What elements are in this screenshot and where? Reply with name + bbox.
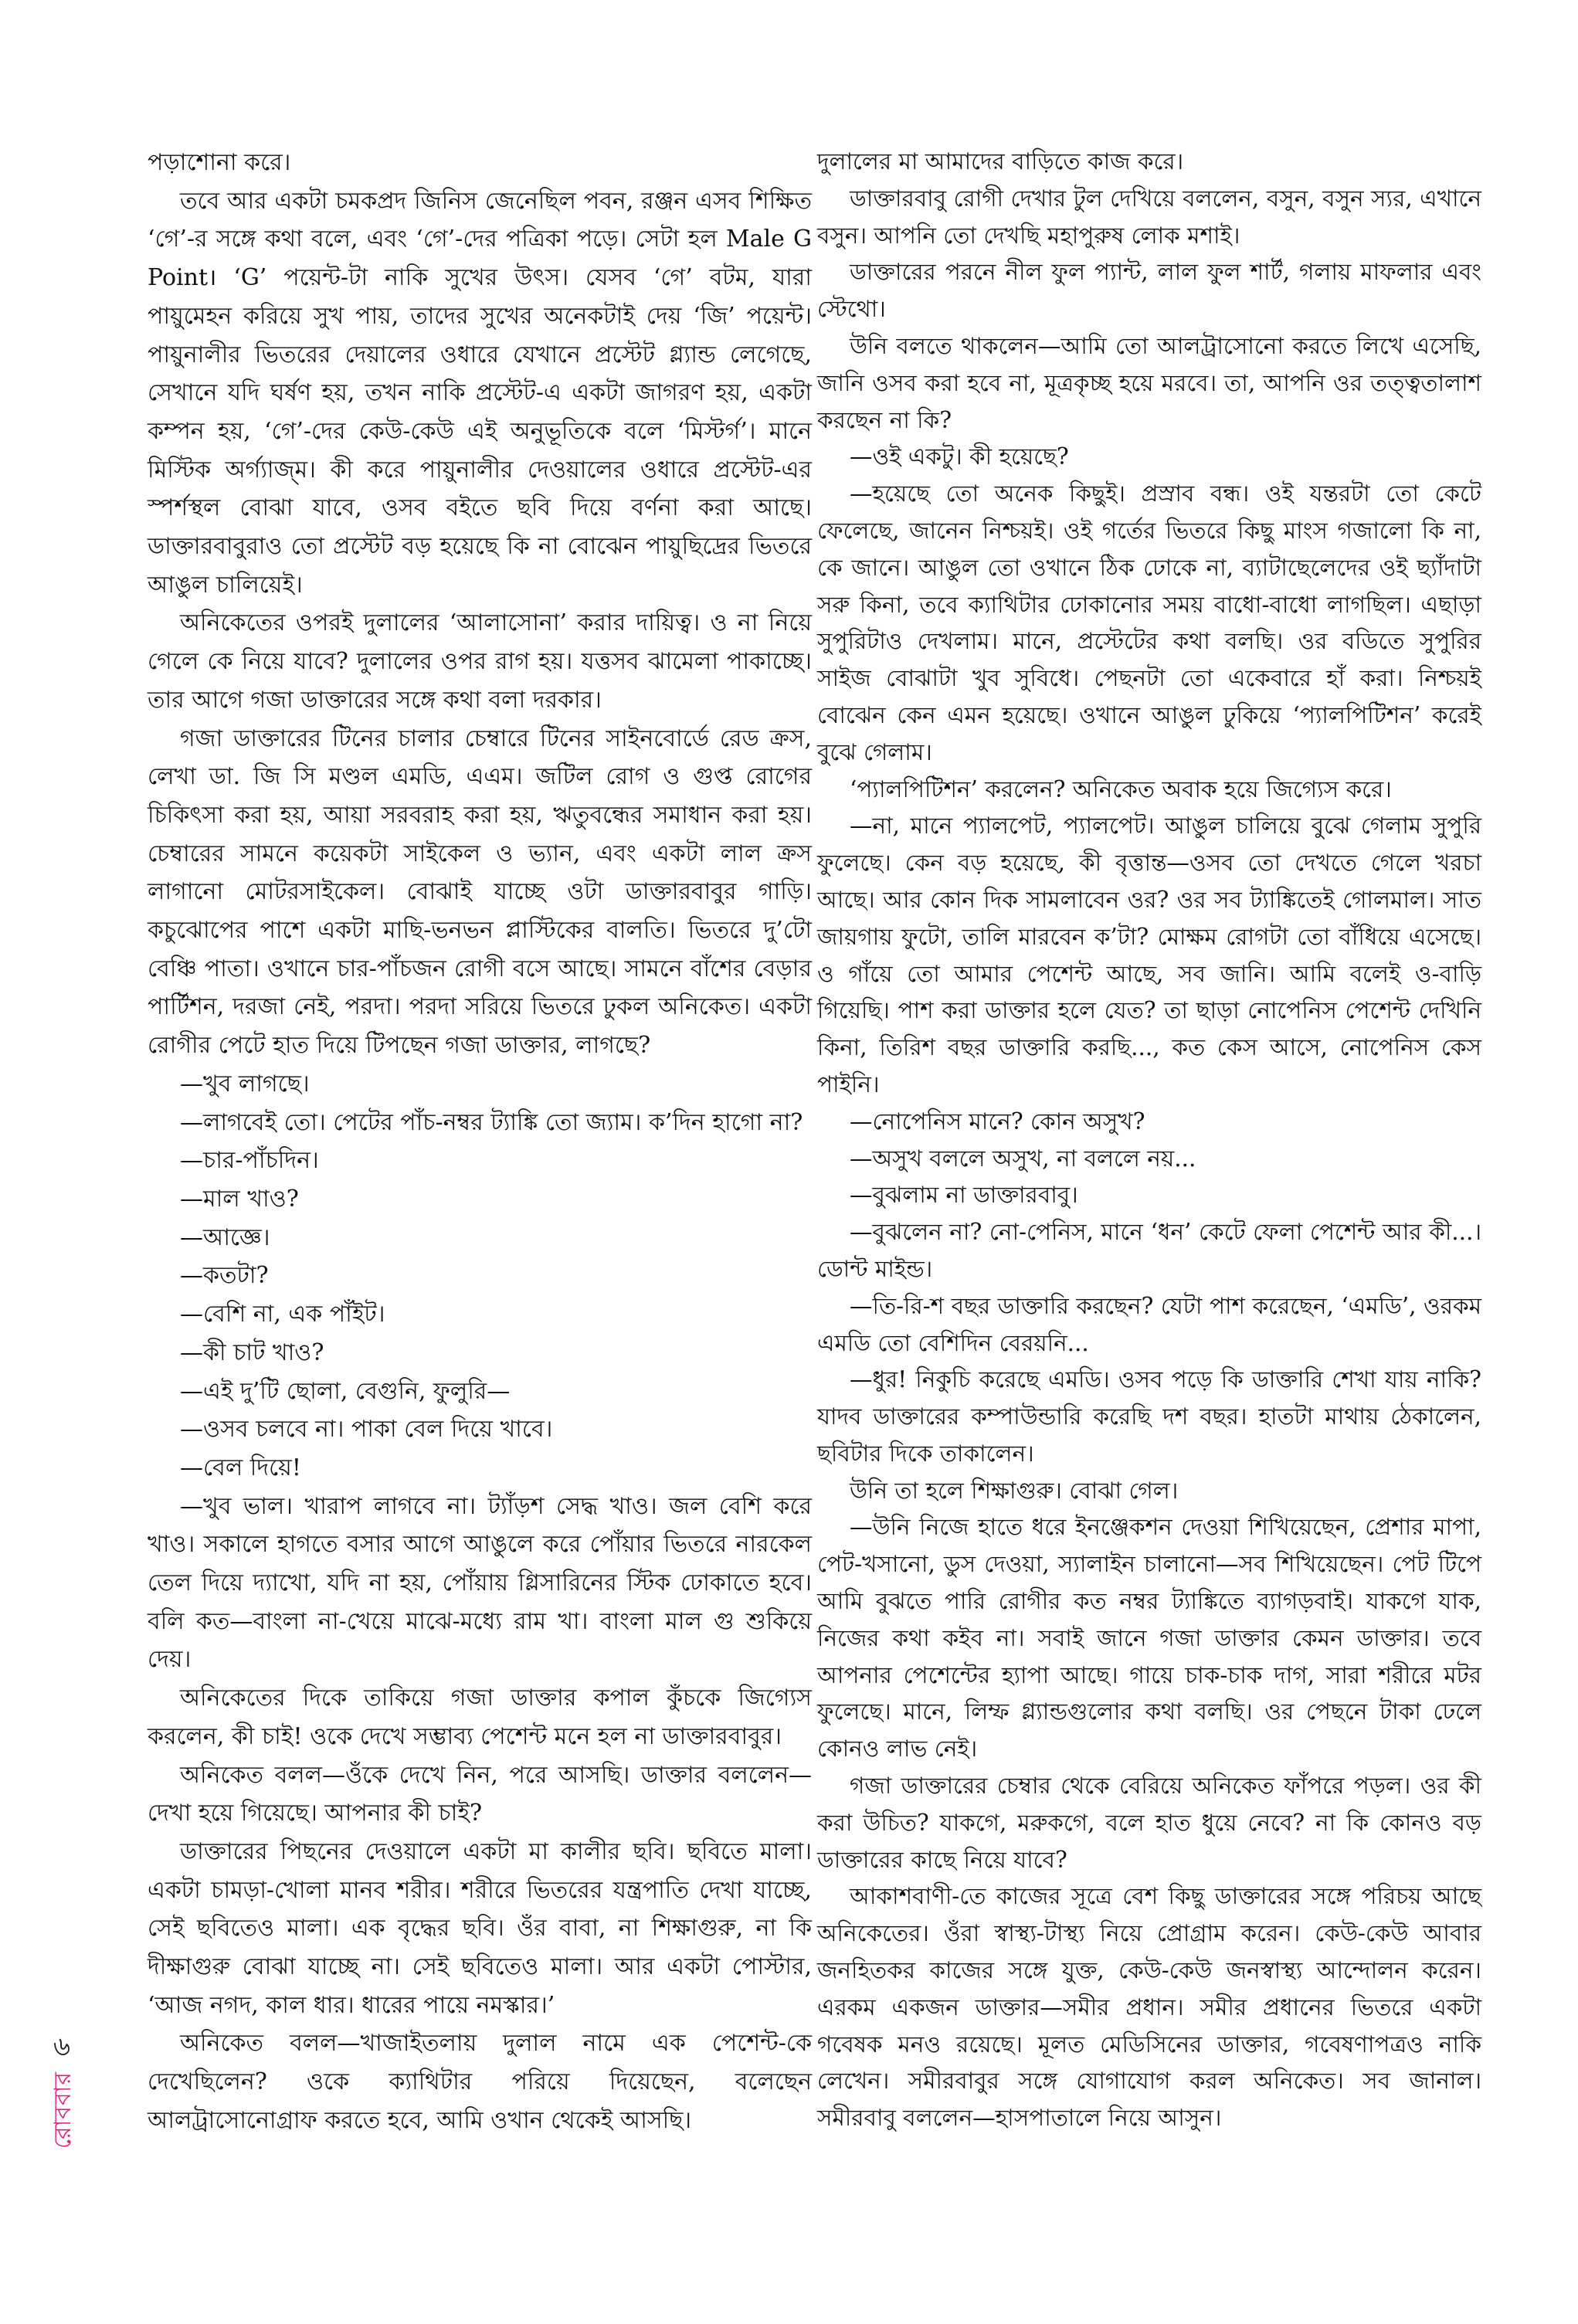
paragraph: —কী চাট খাও? — [180, 1338, 324, 1366]
paragraph: —মাল খাও? — [180, 1185, 299, 1213]
paragraph: —বেল দিয়ে! — [180, 1454, 301, 1481]
paragraph: —লাগবেই তো। পেটের পাঁচ-নম্বর ট্যাঙ্কি তো জ্যাম। ক’দিন হাগো না? — [180, 1108, 803, 1136]
paragraph: অনিকেতের ওপরই দুলালের ‘আলাসোনা’ করার দায়িত্ব। ও না নিয়ে গেলে কে নিয়ে যাবে? দুলালের ওপর রাগ হয়। যত্তসব ঝামেলা পাকাচ্ছে। তার আগে গজা ডাক্তারের সঙ্গে কথা বলা দরকার। — [148, 609, 812, 714]
paragraph: অনিকেতের দিকে তাকিয়ে গজা ডাক্তার কপাল কুঁচকে জিগ্যেস করলেন, কী চাই! ওকে দেখে সম্ভাব্য পেশেন্ট মনে হল না ডাক্তারবাবুর। — [148, 1684, 812, 1750]
right-column — [817, 144, 1481, 2137]
paragraph: উনি তা হলে শিক্ষাগুরু। বোঝা গেল। — [850, 1477, 1179, 1504]
paragraph: —এই দু’টি ছোলা, বেগুনি, ফুলুরি— — [180, 1377, 511, 1405]
paragraph: ডাক্তারের পরনে নীল ফুল প্যান্ট, লাল ফুল শার্ট, গলায় মাফলার এবং স্টেথো। — [817, 259, 1481, 323]
paragraph: —বুঝলাম না ডাক্তারবাবু। — [850, 1182, 1078, 1209]
paragraph: —কতটা? — [180, 1262, 269, 1290]
paragraph: —চার-পাঁচদিন। — [180, 1147, 319, 1175]
paragraph: —হয়েছে তো অনেক কিছুই। প্রস্রাব বন্ধ। ওই যন্তরটা তো কেটে ফেলেছে, জানেন নিশ্চয়ই। ওই গর্তের ভিতরে কিছু মাংস গজালো কি না, কে জানে। আঙুল তো ওখানে ঠিক ঢোকে না, ব্যাটাছেলেদের ওই ছ্যাঁদাটা সরু কিনা, তবে ক্যাথিটার ঢোকানোর সময় বাধো-বাধো লাগছিল। এছাড়া সুপুরিটাও দেখলাম। মানে, প্রস্টেটের কথা বলছি। ওর বডিতে সুপুরির সাইজ বোঝাটা খুব সুবিধে। পেছনটা তো একেবারে হাঁ করা। নিশ্চয়ই বোঝেন কেন এমন হয়েছে। ওখানে আঙুল ঢুকিয়ে ‘প্যালপিটিশন’ করেই বুঝে গেলাম। — [817, 480, 1481, 765]
paragraph: —না, মানে প্যালপেট, প্যালপেট। আঙুল চালিয়ে বুঝে গেলাম সুপুরি ফুলেছে। কেন বড় হয়েছে, কী বৃত্তান্ত—ওসব তো দেখতে গেলে খরচা আছে। আর কোন দিক সামলাবেন ওর? ওর সব ট্যাঙ্কিতেই গোলমাল। সাত জায়গায় ফুটো, তালি মারবেন ক’টা? মোক্ষম রোগটা তো বাঁধিয়ে এসেছে। ও গাঁয়ে তো আমার পেশেন্ট আছে, সব জানি। আমি বলেই ও-বাড়ি গিয়েছি। পাশ করা ডাক্তার হলে যেত? তা ছাড়া নোপেনিস পেশেন্ট দেখিনি কিনা, তিরিশ বছর ডাক্তারি করছি..., কত কেস আসে, নোপেনিস কেস পাইনি। — [817, 813, 1481, 1098]
paragraph: ‘প্যালপিটিশন’ করলেন? অনিকেত অবাক হয়ে জিগ্যেস করে। — [850, 775, 1392, 802]
paragraph: —উনি নিজে হাতে ধরে ইনঞ্জেকশন দেওয়া শিখিয়েছেন, প্রেশার মাপা, পেট-খসানো, ডুস দেওয়া, স্যালাইন চালানো—সব শিখিয়েছেন। পেট টিপে আমি বুঝতে পারি রোগীর কত নম্বর ট্যাঙ্কিতে ব্যাগড়বাই। যাকগে যাক, নিজের কথা কইব না। সবাই জানে গজা ডাক্তার কেমন ডাক্তার। তবে আপনার পেশেন্টের হ্যাপা আছে। গায়ে চাক-চাক দাগ, সারা শরীরে মটর ফুলেছে। মানে, লিম্ফ গ্ল্যান্ডগুলোর কথা বলছি। ওর পেছনে টাকা ঢেলে কোনও লাভ নেই। — [817, 1514, 1481, 1763]
paragraph: —অসুখ বললে অসুখ, না বললে নয়... — [850, 1145, 1196, 1172]
paragraph: —ওসব চলবে না। পাকা বেল দিয়ে খাবে। — [180, 1416, 553, 1444]
page-number: ৬ — [53, 2031, 71, 2062]
paragraph: —ধুর! নিকুচি করেছে এমডি। ওসব পড়ে কি ডাক্তারি শেখা যায় নাকি? যাদব ডাক্তারের কম্পাউন্ডারি করেছি দশ বছর। হাতটা মাথায় ঠেকালেন, ছবিটার দিকে তাকালেন। — [817, 1366, 1481, 1467]
paragraph: —ওই একটু। কী হয়েছে? — [850, 443, 1069, 470]
paragraph: গজা ডাক্তারের টিনের চালার চেম্বারে টিনের সাইনবোর্ডে রেড ক্রস, লেখা ডা. জি সি মণ্ডল এমডি, এএম। জটিল রোগ ও গুপ্ত রোগের চিকিৎসা করা হয়, আয়া সরবরাহ করা হয়, ঋতুবন্ধের সমাধান করা হয়। চেম্বারের সামনে কয়েকটা সাইকেল ও ভ্যান, এবং একটা লাল ক্রস লাগানো মোটরসাইকেল। বোঝাই যাচ্ছে ওটা ডাক্তারবাবুর গাড়ি। কচুঝোপের পাশে একটা মাছি-ভনভন প্লাস্টিকের বালতি। ভিতরে দু’টো বেঞ্চি পাতা। ওখানে চার-পাঁচজন রোগী বসে আছে। সামনে বাঁশের বেড়ার পার্টিশন, দরজা নেই, পরদা। পরদা সরিয়ে ভিতরে ঢুকল অনিকেত। একটা রোগীর পেটে হাত দিয়ে টিপছেন গজা ডাক্তার, লাগছে? — [148, 724, 812, 1060]
paragraph: অনিকেত বলল—খাজাইতলায় দুলাল নামে এক পেশেন্ট-কে দেখেছিলেন? ওকে ক্যাথিটার পরিয়ে দিয়েছেন, বলেছেন আলট্রাসোনোগ্রাফ করতে হবে, আমি ওখান থেকেই আসছি। — [148, 2030, 812, 2134]
paragraph: —নোপেনিস মানে? কোন অসুখ? — [850, 1108, 1145, 1135]
paragraph: গজা ডাক্তারের চেম্বার থেকে বেরিয়ে অনিকেত ফাঁপরে পড়ল। ওর কী করা উচিত? যাকগে, মরুকগে, বলে হাত ধুয়ে নেবে? না কি কোনও বড় ডাক্তারের কাছে নিয়ে যাবে? — [817, 1773, 1481, 1873]
paragraph: —তি-রি-শ বছর ডাক্তারি করছেন? যেটা পাশ করেছেন, ‘এমডি’, ওরকম এমডি তো বেশিদিন বেরয়নি... — [817, 1292, 1481, 1356]
paragraph: —আজ্ঞে। — [180, 1223, 270, 1251]
paragraph: —বুঝলেন না? নো-পেনিস, মানে ‘ধন’ কেটে ফেলা পেশেন্ট আর কী...। ডোন্ট মাইন্ড। — [817, 1219, 1481, 1282]
page-margin — [40, 2027, 83, 2189]
paragraph: —খুব লাগছে। — [180, 1070, 310, 1098]
paragraph: আকাশবাণী-তে কাজের সূত্রে বেশ কিছু ডাক্তারের সঙ্গে পরিচয় আছে অনিকেতের। ওঁরা স্বাস্থ্য-টাস্থ্য নিয়ে প্রোগ্রাম করেন। কেউ-কেউ আবার জনহিতকর কাজের সঙ্গে যুক্ত, কেউ-কেউ জনস্বাস্থ্য আন্দোলন করেন। এরকম একজন ডাক্তার—সমীর প্রধান। সমীর প্রধানের ভিতরে একটা গবেষক মনও রয়েছে। মূলত মেডিসিনের ডাক্তার, গবেষণাপত্রও নাকি লেখেন। সমীরবাবুর সঙ্গে যোগাযোগ করল অনিকেত। সব জানাল। সমীরবাবু বললেন—হাসপাতালে নিয়ে আসুন। — [817, 1883, 1481, 2132]
paragraph: পড়াশোনা করে। — [148, 149, 291, 176]
paragraph: ডাক্তারের পিছনের দেওয়ালে একটা মা কালীর ছবি। ছবিতে মালা। একটা চামড়া-খোলা মানব শরীর। শরীরে ভিতরের যন্ত্রপাতি দেখা যাচ্ছে, সেই ছবিতেও মালা। এক বৃদ্ধের ছবি। ওঁর বাবা, না শিক্ষাগুরু, না কি দীক্ষাগুরু বোঝা যাচ্ছে না। সেই ছবিতেও মালা। আর একটা পোস্টার, ‘আজ নগদ, কাল ধার। ধারের পায়ে নমস্কার।’ — [148, 1837, 812, 2019]
paragraph: দুলালের মা আমাদের বাড়িতে কাজ করে। — [817, 148, 1184, 175]
magazine-name: রোববার — [49, 2071, 76, 2149]
paragraph: অনিকেত বলল—ওঁকে দেখে নিন, পরে আসছি। ডাক্তার বললেন—দেখা হয়ে গিয়েছে। আপনার কী চাই? — [148, 1761, 812, 1827]
paragraph: —বেশি না, এক পাঁইট। — [180, 1301, 385, 1328]
paragraph: ডাক্তারবাবু রোগী দেখার টুল দেখিয়ে বললেন, বসুন, বসুন স্যর, এখানে বসুন। আপনি তো দেখছি মহাপুরুষ লোক মশাই। — [817, 185, 1481, 249]
left-column — [148, 144, 812, 2140]
paragraph: —খুব ভাল। খারাপ লাগবে না। ট্যাঁড়শ সেদ্ধ খাও। জল বেশি করে খাও। সকালে হাগতে বসার আগে আঙুলে করে পোঁয়ার ভিতরে নারকেল তেল দিয়ে দ্যাখো, যদি না হয়, পোঁয়ায় গ্লিসারিনের স্টিক ঢোকাতে হবে। বলি কত—বাংলা না-খেয়ে মাঝে-মধ্যে রাম খা। বাংলা মাল গু শুকিয়ে দেয়। — [148, 1492, 812, 1674]
paragraph: উনি বলতে থাকলেন—আমি তো আলট্রাসোনো করতে লিখে এসেছি, জানি ওসব করা হবে না, মূত্রকৃচ্ছ হয়ে মরবে। তা, আপনি ওর তত্ত্বতালাশ করছেন না কি? — [817, 332, 1481, 433]
paragraph: তবে আর একটা চমকপ্রদ জিনিস জেনেছিল পবন, রঞ্জন এসব শিক্ষিত ‘গে’-র সঙ্গে কথা বলে, এবং ‘গে’-দের পত্রিকা পড়ে। সেটা হল Male G Point। ‘G’ পয়েন্ট-টা নাকি সুখের উৎস। যেসব ‘গে’ বটম, যারা পায়ুমেহন করিয়ে সুখ পায়, তাদের সুখের অনেকটাই দেয় ‘জি’ পয়েন্ট। পায়ুনালীর ভিতরের দেয়ালের ওধারে যেখানে প্রস্টেট গ্ল্যান্ড লেগেছে, সেখানে যদি ঘর্ষণ হয়, তখন নাকি প্রস্টেট-এ একটা জাগরণ হয়, একটা কম্পন হয়, ‘গে’-দের কেউ-কেউ এই অনুভূতিকে বলে ‘মিস্টর্গ’। মানে মিস্টিক অর্গ্যাজ্‌ম। কী করে পায়ুনালীর দেওয়ালের ওধারে প্রস্টেট-এর স্পর্শস্থল বোঝা যাবে, ওসব বইতে ছবি দিয়ে বর্ণনা করা আছে। ডাক্তারবাবুরাও তো প্রস্টেট বড় হয়েছে কি না বোঝেন পায়ুছিদ্রের ভিতরে আঙুল চালিয়েই। — [148, 187, 812, 599]
